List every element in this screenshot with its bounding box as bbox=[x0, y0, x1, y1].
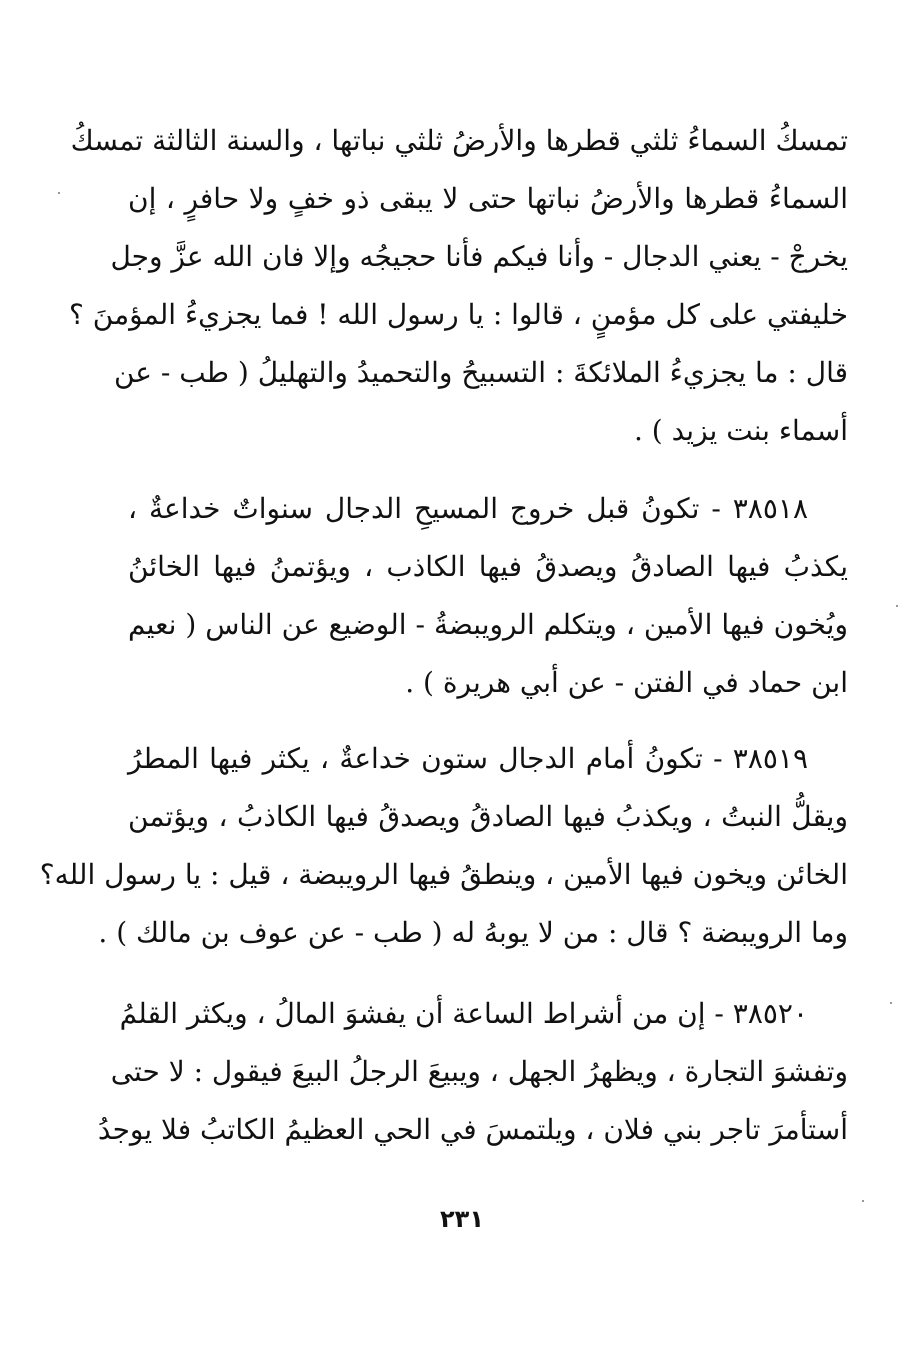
text-line: الخائن ويخون فيها الأمين ، وينطقُ فيها الرويبضة ، قيل : يا رسول الله؟ bbox=[39, 858, 848, 891]
text-line: ٣٨٥١٨ - تكونُ قبل خروج المسيحِ الدجال سنواتٌ خداعةٌ ، bbox=[128, 492, 808, 525]
paragraph-continuation bbox=[69, 112, 848, 460]
hadith-38520 bbox=[97, 985, 848, 1159]
text-line: ويقلُّ النبتُ ، ويكذبُ فيها الصادقُ ويصدقُ فيها الكاذبُ ، ويؤتمن bbox=[128, 800, 848, 833]
scan-speck bbox=[896, 605, 898, 607]
text-line: أستأمرَ تاجر بني فلان ، ويلتمسَ في الحي العظيمُ الكاتبُ فلا يوجدُ bbox=[97, 1113, 848, 1146]
text-line: أسماء بنت يزيد ) . bbox=[633, 414, 848, 447]
text-line: تمسكُ السماءُ ثلثي قطرها والأرضُ ثلثي نباتها ، والسنة الثالثة تمسكُ bbox=[70, 124, 848, 157]
hadith-38518 bbox=[128, 480, 848, 712]
scan-speck bbox=[58, 192, 60, 194]
text-line: قال : ما يجزيءُ الملائكةَ : التسبيحُ والتحميدُ والتهليلُ ( طب - عن bbox=[113, 356, 848, 389]
text-line: السماءُ قطرها والأرضُ نباتها حتى لا يبقى ذو خفٍ ولا حافرٍ ، إن bbox=[128, 182, 848, 215]
text-line: ابن حماد في الفتن - عن أبي هريرة ) . bbox=[405, 666, 848, 699]
text-line: وما الرويبضة ؟ قال : من لا يوبهُ له ( طب - عن عوف بن مالك ) . bbox=[98, 916, 848, 949]
text-line: خليفتي على كل مؤمنٍ ، قالوا : يا رسول الله ! فما يجزيءُ المؤمنَ ؟ bbox=[69, 298, 848, 331]
text-line: ويُخون فيها الأمين ، ويتكلم الرويبضةُ - الوضيع عن الناس ( نعيم bbox=[128, 608, 848, 641]
page-number: ٢٣١ bbox=[440, 1205, 484, 1233]
text-line: وتفشوَ التجارة ، ويظهرُ الجهل ، ويبيعَ الرجلُ البيعَ فيقول : لا حتى bbox=[110, 1055, 848, 1088]
scan-speck bbox=[862, 1200, 864, 1202]
text-line: يكذبُ فيها الصادقُ ويصدقُ فيها الكاذب ، ويؤتمنُ فيها الخائنُ bbox=[128, 550, 848, 583]
scan-speck bbox=[890, 1002, 892, 1004]
hadith-38519 bbox=[39, 730, 848, 962]
text-line: يخرجْ - يعني الدجال - وأنا فيكم فأنا حجيجُه وإلا فان الله عزَّ وجل bbox=[110, 240, 848, 273]
text-line: ٣٨٥١٩ - تكونُ أمام الدجال ستون خداعةٌ ، يكثر فيها المطرُ bbox=[128, 742, 808, 775]
text-line: ٣٨٥٢٠ - إن من أشراط الساعة أن يفشوَ المالُ ، ويكثر القلمُ bbox=[119, 997, 808, 1030]
